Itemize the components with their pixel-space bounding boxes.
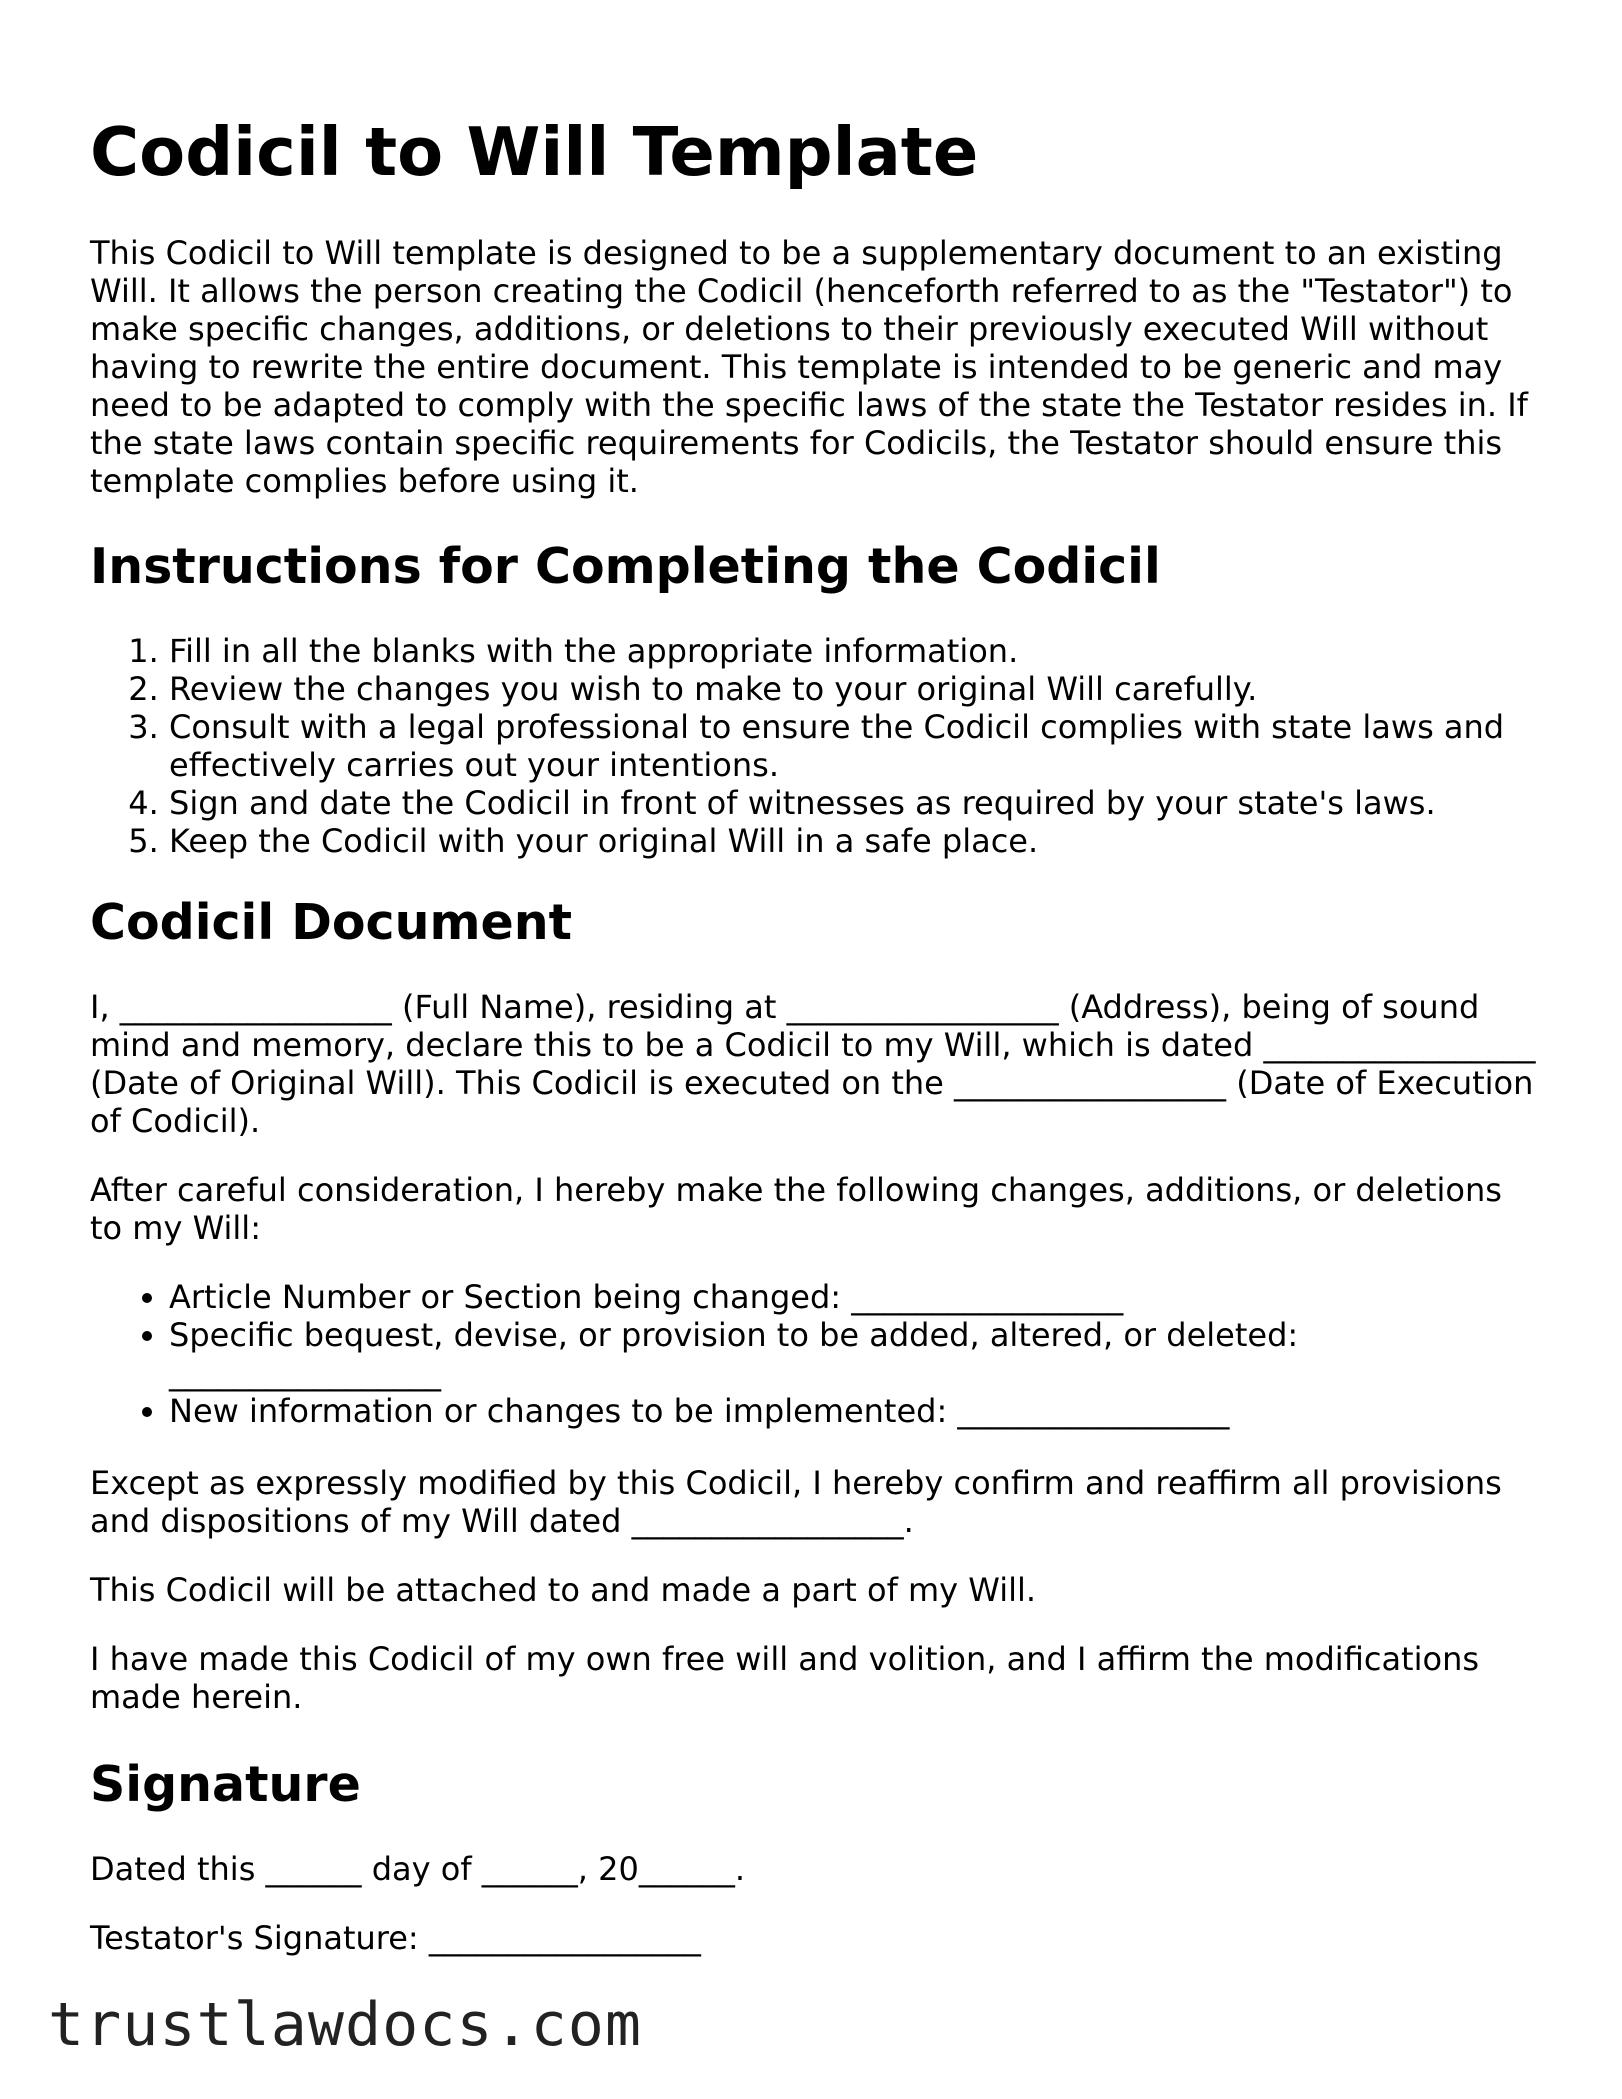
instructions-list xyxy=(90,632,1540,860)
list-item: • New information or changes to be implemented: _________________ xyxy=(169,1392,1540,1430)
document-page xyxy=(90,112,1540,1988)
intro-paragraph: This Codicil to Will template is designed to be a supplementary document to an existing Will. It allows the person creating the Codicil (henceforth referred to as the "Testator") to make specific changes, additions, or deletions to their previously executed Will without having to rewrite the entire document. This template is intended to be generic and may need to be adapted to comply with the specific laws of the state the Testator resides in. If the state laws contain specific requirements for Codicils, the Testator should ensure this template complies before using it. xyxy=(90,234,1528,500)
declaration-paragraph: I, _________________ (Full Name), residing at _________________ (Address), being of sound mind and memory, declare this to be a Codicil to my Will, which is dated _________________ (Date of Original Will). This Codicil is executed on the _________________ (Date of Execution of Codicil). xyxy=(90,988,1536,1140)
changes-intro-paragraph: After careful consideration, I hereby make the following changes, additions, or deletions to my Will: xyxy=(90,1171,1502,1247)
list-item: 3. Consult with a legal professional to ensure the Codicil complies with state laws and effectively carries out your intentions. xyxy=(169,708,1540,784)
list-item: • Article Number or Section being changed: _________________ xyxy=(169,1278,1540,1316)
list-item: 1. Fill in all the blanks with the appropriate information. xyxy=(169,632,1540,670)
attachment-paragraph: This Codicil will be attached to and made a part of my Will. xyxy=(90,1571,1037,1609)
watermark: trustlawdocs.com xyxy=(48,1990,642,2060)
reaffirm-paragraph: Except as expressly modified by this Codicil, I hereby confirm and reaffirm all provisions and dispositions of my Will dated _________________. xyxy=(90,1464,1502,1540)
testator-signature-line: Testator's Signature: _________________ xyxy=(90,1919,701,1957)
changes-list xyxy=(90,1278,1540,1430)
list-item: 4. Sign and date the Codicil in front of witnesses as required by your state's laws. xyxy=(169,784,1540,822)
codicil-document-heading: Codicil Document xyxy=(90,894,573,951)
instructions-heading: Instructions for Completing the Codicil xyxy=(90,538,1161,595)
list-item: 2. Review the changes you wish to make to your original Will carefully. xyxy=(169,670,1540,708)
page-title: Codicil to Will Template xyxy=(90,113,979,191)
list-item: • Specific bequest, devise, or provision to be added, altered, or deleted: _________________ xyxy=(169,1316,1540,1392)
volition-paragraph: I have made this Codicil of my own free will and volition, and I affirm the modifications made herein. xyxy=(90,1640,1480,1716)
list-item: 5. Keep the Codicil with your original Will in a safe place. xyxy=(169,822,1540,860)
signature-heading: Signature xyxy=(90,1756,361,1813)
dated-line: Dated this ______ day of ______, 20______. xyxy=(90,1850,745,1888)
